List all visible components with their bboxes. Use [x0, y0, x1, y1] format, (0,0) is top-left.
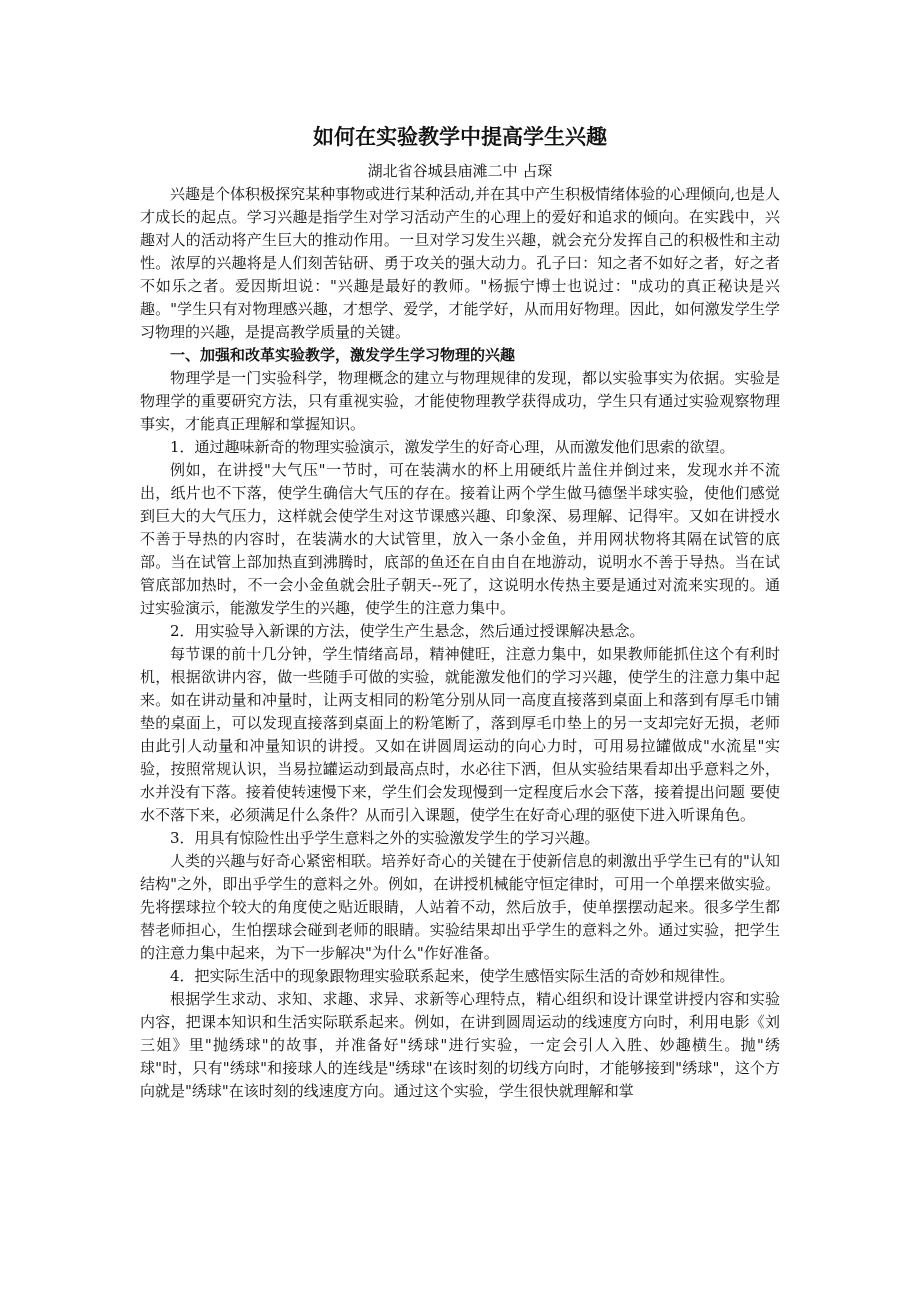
- paragraph: 每节课的前十几分钟，学生情绪高昂，精神健旺，注意力集中，如果教师能抓住这个有利时机，根据欲讲内容，做一些随手可做的实验，就能激发他们的学习兴趣，使学生的注意力集中起来。如在讲动量和冲量时，让两支相同的粉笔分别从同一高度直接落到桌面上和落到有厚毛巾铺垫的桌面上，可以发现直接落到桌面上的粉笔断了，落到厚毛巾垫上的另一支却完好无损，老师由此引人动量和冲量知识的讲授。又如在讲圆周运动的向心力时，可用易拉罐做成"水流星"实验，按照常规认识，当易拉罐运动到最高点时，水必往下洒，但从实验结果看却出乎意料之外，水并没有下落。接着使转速慢下来，学生们会发现慢到一定程度后水会下落，接着提出问题 要使水不落下来，必须满足什么条件？从而引入课题，使学生在好奇心理的驱使下进入听课角色。: [140, 645, 780, 824]
- document-author: 湖北省谷城县庙滩二中 占琛: [367, 162, 553, 180]
- subheading-1: 1．通过趣味新奇的物理实验演示，激发学生的好奇心理，从而激发他们思索的欲望。: [170, 438, 735, 456]
- paragraph: 人类的兴趣与好奇心紧密相联。培养好奇心的关键在于使新信息的刺激出乎学生已有的"认知结构"之外，即出乎学生的意料之外。例如，在讲授机械能守恒定律时，可用一个单摆来做实验。先将摆球拉个较大的角度使之贴近眼睛，人站着不动，然后放手，使单摆摆动起来。很多学生都替老师担心，生怕摆球会碰到老师的眼睛。实验结果却出乎学生的意料之外。通过实验，把学生的注意力集中起来，为下一步解决"为什么"作好准备。: [140, 852, 780, 962]
- section-heading-1: 一、加强和改革实验教学，激发学生学习物理的兴趣: [170, 346, 516, 364]
- document-title: 如何在实验教学中提高学生兴趣: [313, 124, 607, 149]
- paragraph: 例如，在讲授"大气压"一节时，可在装满水的杯上用硬纸片盖住并倒过来，发现水并不流出，纸片也不下落，使学生确信大气压的存在。接着让两个学生做马德堡半球实验，使他们感觉到巨大的大气压力，这样就会使学生对这节课感兴趣、印象深、易理解、记得牢。又如在讲授水不善于导热的内容时，在装满水的大试管里，放入一条小金鱼，并用网状物将其隔在试管的底部。当在试管上部加热直到沸腾时，底部的鱼还在自由自在地游动，说明水不善于导热。当在试管底部加热时，不一会小金鱼就会肚子朝天--死了，这说明水传热主要是通过对流来实现的。通过实验演示，能激发学生的兴趣，使学生的注意力集中。: [140, 461, 780, 617]
- document-body: [140, 183, 780, 1103]
- paragraph-intro: 兴趣是个体积极探究某种事物或进行某种活动,并在其中产生积极情绪体验的心理倾向,也是人才成长的起点。学习兴趣是指学生对学习活动产生的心理上的爱好和追求的倾向。在实践中，兴趣对人的活动将产生巨大的推动作用。一旦对学习发生兴趣，就会充分发挥自己的积极性和主动性。浓厚的兴趣将是人们刻苦钻研、勇于攻关的强大动力。孔子曰：知之者不如好之者，好之者不如乐之者。爱因斯坦说："兴趣是最好的教师。"杨振宁博士也说过："成功的真正秘诀是兴趣。"学生只有对物理感兴趣，才想学、爱学，才能学好，从而用好物理。因此，如何激发学生学习物理的兴趣，是提高教学质量的关键。: [140, 185, 780, 341]
- subheading-3: 3．用具有惊险性出乎学生意料之外的实验激发学生的学习兴趣。: [170, 829, 600, 847]
- subheading-4: 4．把实际生活中的现象跟物理实验联系起来，使学生感悟实际生活的奇妙和规律性。: [170, 967, 735, 985]
- paragraph: 根据学生求动、求知、求趣、求异、求新等心理特点，精心组织和设计课堂讲授内容和实验内容，把课本知识和生活实际联系起来。例如，在讲到圆周运动的线速度方向时，利用电影《刘三姐》里"抛绣球"的故事，并准备好"绣球"进行实验，一定会引人入胜、妙趣横生。抛"绣球"时，只有"绣球"和接球人的连线是"绣球"在该时刻的切线方向时，才能够接到"绣球"，这个方向就是"绣球"在该时刻的线速度方向。通过这个实验，学生很快就理解和掌: [140, 990, 780, 1100]
- subheading-2: 2．用实验导入新课的方法，使学生产生悬念，然后通过授课解决悬念。: [170, 622, 645, 640]
- paragraph: 物理学是一门实验科学，物理概念的建立与物理规律的发现，都以实验事实为依据。实验是物理学的重要研究方法，只有重视实验，才能使物理教学获得成功，学生只有通过实验观察物理事实，才能真正理解和掌握知识。: [140, 369, 780, 433]
